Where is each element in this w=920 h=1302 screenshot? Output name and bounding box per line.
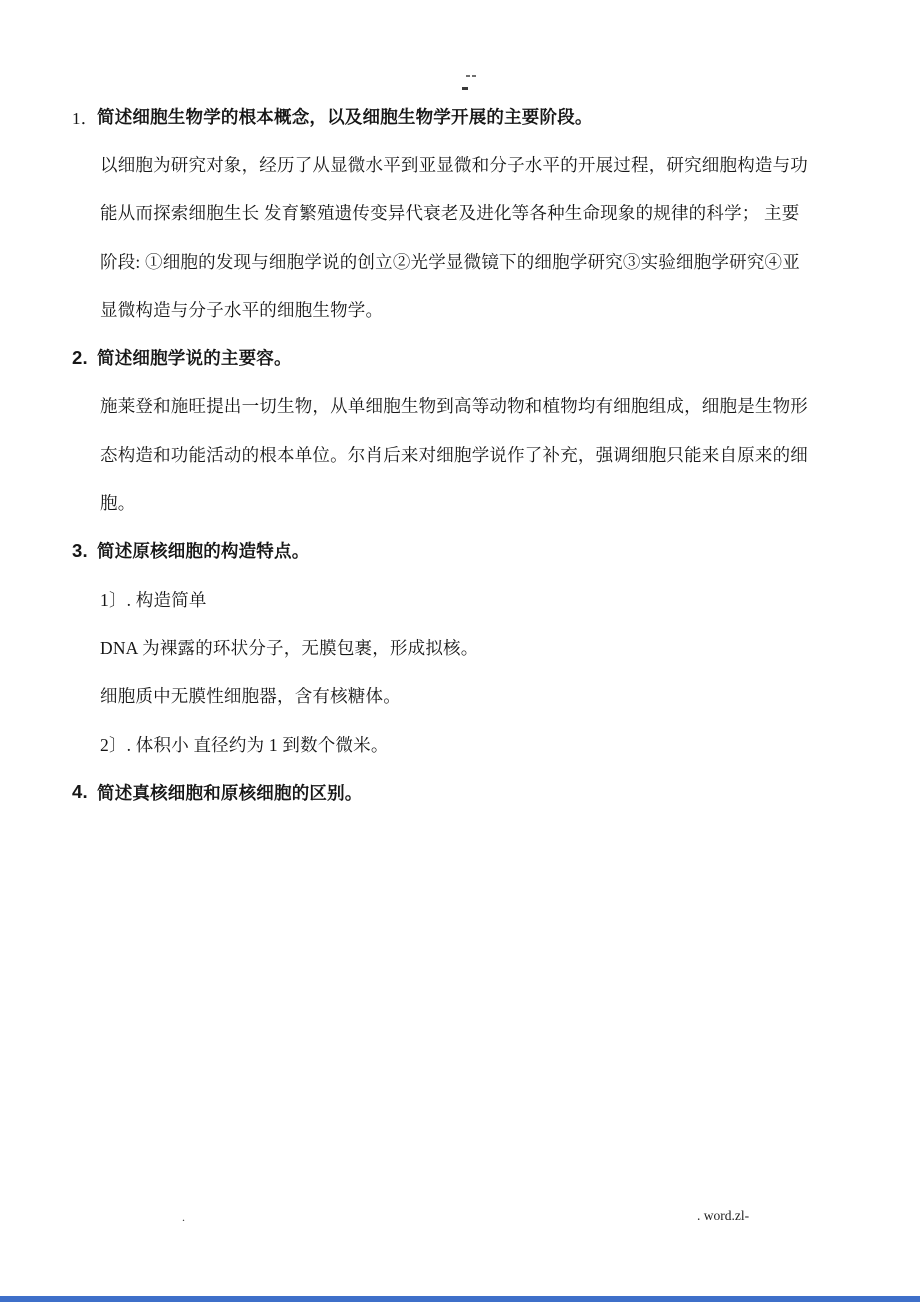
question-heading-3 — [72, 527, 850, 575]
answer-line: 显微构造与分子水平的细胞生物学。 — [100, 299, 384, 320]
header-artifact-dot — [466, 75, 470, 77]
answer-line: 态构造和功能活动的根本单位。尔肖后来对细胞学说作了补充，强调细胞只能来自原来的细 — [100, 444, 808, 465]
header-artifact-dash — [462, 87, 468, 90]
answer-line: 2〕. 体积小 直径约为 1 到数个微米。 — [100, 734, 389, 755]
question-number: 1． — [72, 108, 98, 128]
answer-line: 施莱登和施旺提出一切生物，从单细胞生物到高等动物和植物均有细胞组成，细胞是生物形 — [100, 396, 808, 417]
document-content — [72, 92, 850, 816]
answer-line: 1〕. 构造简单 — [100, 589, 207, 610]
question-heading-1 — [72, 92, 850, 140]
footer-left-mark: . — [182, 1210, 185, 1224]
question-number: 4. — [72, 781, 88, 803]
answer-line: DNA 为裸露的环状分子，无膜包裹，形成拟核。 — [100, 637, 479, 658]
question-heading-4 — [72, 768, 850, 816]
answer-line: 能从而探索细胞生长 发育繁殖遗传变异代衰老及进化等各种生命现象的规律的科学； 主要 — [100, 203, 800, 224]
answer-line: 以细胞为研究对象，经历了从显微水平到亚显微和分子水平的开展过程，研究细胞构造与功 — [100, 154, 808, 175]
question-number: 2. — [72, 346, 88, 368]
answer-line: 胞。 — [100, 493, 136, 514]
question-title: 简述真核细胞和原核细胞的区别。 — [97, 782, 363, 803]
answer-line: 细胞质中无膜性细胞器，含有核糖体。 — [100, 686, 401, 707]
question-title: 简述原核细胞的构造特点。 — [97, 541, 310, 562]
question-title: 简述细胞生物学的根本概念，以及细胞生物学开展的主要阶段。 — [97, 106, 593, 127]
header-artifact-dot — [472, 75, 476, 77]
footer-watermark-text: . word.zl- — [697, 1208, 750, 1223]
question-number: 3. — [72, 539, 88, 561]
bottom-accent-bar — [0, 1296, 920, 1302]
question-title: 简述细胞学说的主要容。 — [97, 348, 292, 369]
question-heading-2 — [72, 333, 850, 381]
answer-line: 阶段: ①细胞的发现与细胞学说的创立②光学显微镜下的细胞学研究③实验细胞学研究④亚 — [100, 251, 800, 272]
